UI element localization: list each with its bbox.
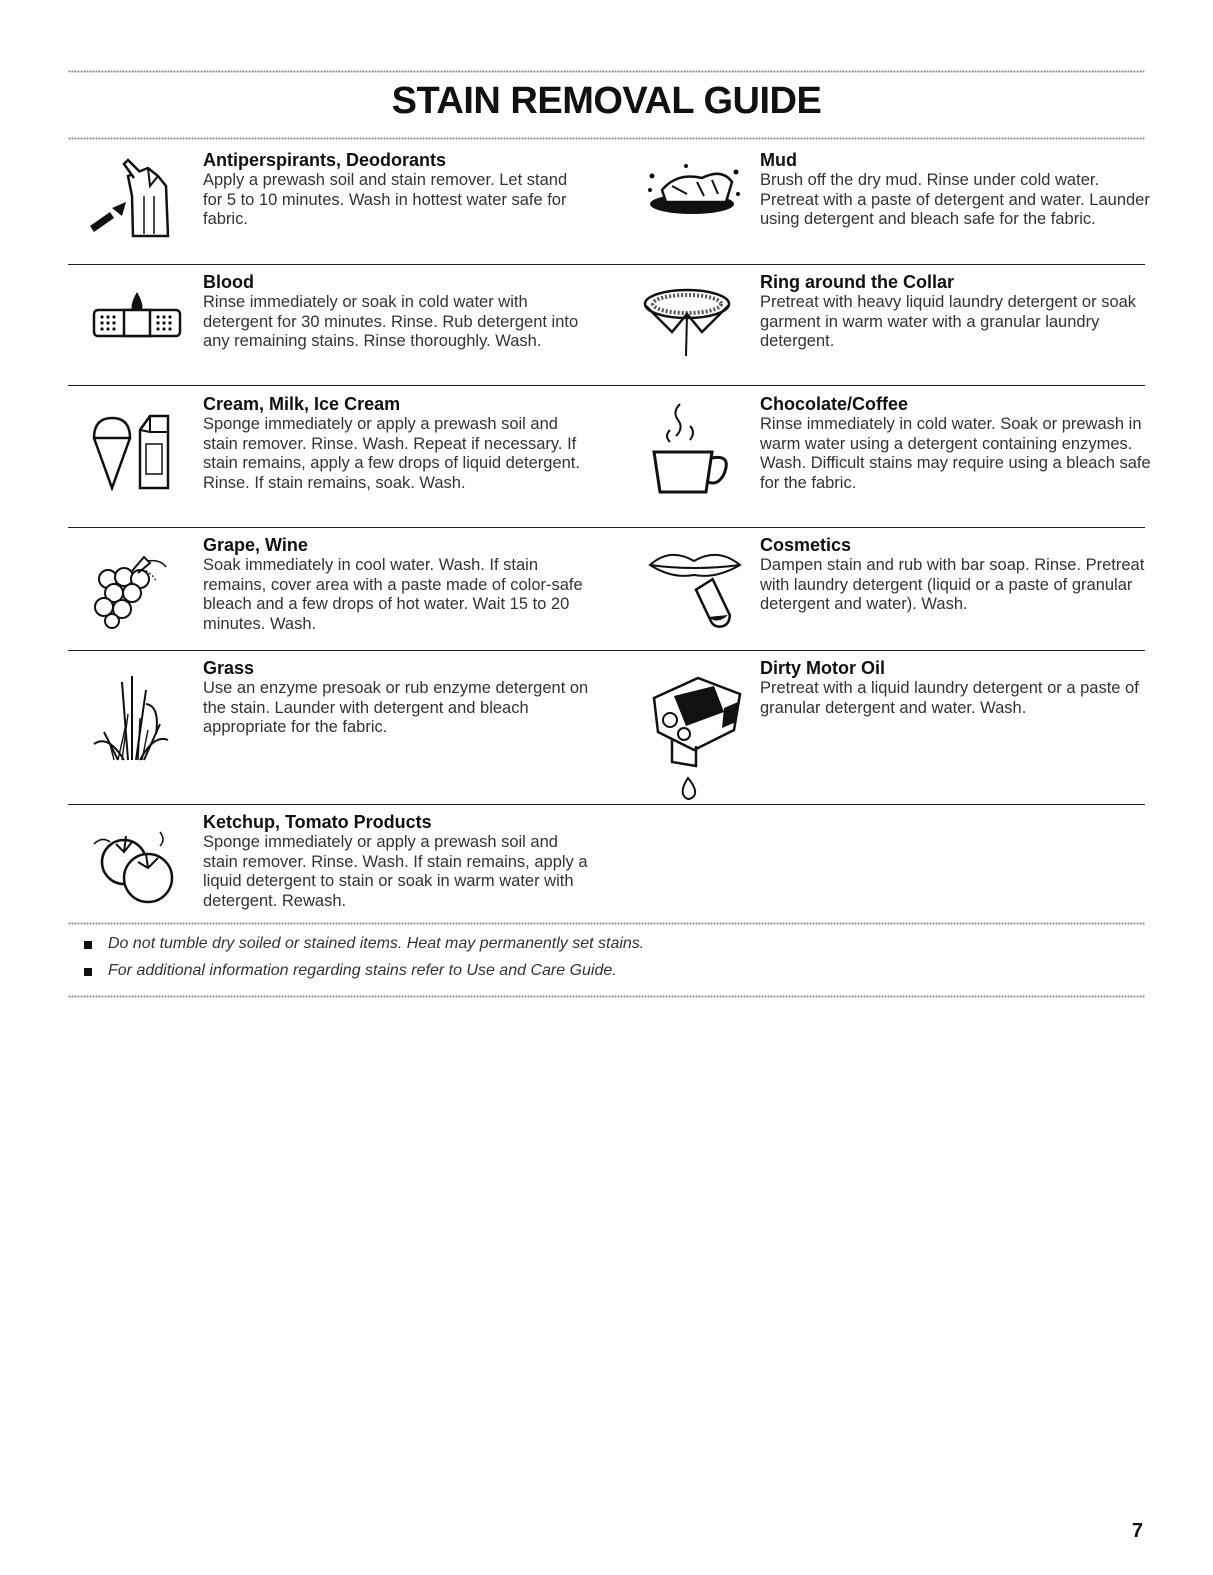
tomato-icon — [88, 828, 188, 908]
row-divider — [68, 650, 1145, 651]
entry-body: Pretreat with a liquid laundry detergent or a paste of granular detergent and water. Wash. — [760, 679, 1139, 717]
page-title: STAIN REMOVAL GUIDE — [391, 80, 822, 122]
page-number: 7 — [1131, 1520, 1143, 1542]
entry-body: Rinse immediately or soak in cold water with detergent for 30 minutes. Rinse. Rub detergent into any remaining stains. Rinse thoroughly. Wash. — [203, 293, 579, 350]
entry-body: Sponge immediately or apply a prewash soil and stain remover. Rinse. Wash. If stain remains, apply a liquid detergent to stain or soak in warm water with detergent. Rewash. — [203, 833, 588, 910]
row-divider — [68, 264, 1145, 265]
entry-heading: Ketchup, Tomato Products — [203, 812, 432, 832]
entry-body: Use an enzyme presoak or rub enzyme detergent on the stain. Launder with detergent and bleach appropriate for the fabric. — [203, 679, 589, 736]
notes-bottom-dotted-rule — [68, 995, 1145, 998]
entry-heading: Antiperspirants, Deodorants — [203, 150, 447, 170]
grapes-icon — [86, 549, 186, 629]
collar-icon — [642, 284, 732, 359]
ice-cream-milk-icon — [88, 408, 178, 493]
bandage-icon — [92, 290, 184, 340]
grass-icon — [88, 674, 178, 764]
note-text: Do not tumble dry soiled or stained items. Heat may permanently set stains. — [108, 935, 645, 952]
entry-heading: Cream, Milk, Ice Cream — [203, 394, 401, 414]
entry-heading: Mud — [760, 150, 797, 170]
mud-splash-icon — [642, 160, 742, 220]
entry-heading: Chocolate/Coffee — [760, 394, 909, 414]
entry-body: Sponge immediately or apply a prewash soil and stain remover. Rinse. Wash. Repeat if necessary. If stain remains, apply a few drops of liquid detergent. Rinse. If stain remains, soak. Wash. — [203, 415, 580, 492]
entry-body: Apply a prewash soil and stain remover. Let stand for 5 to 10 minutes. Wash in hottest water safe for fabric. — [203, 171, 568, 228]
entry-heading: Dirty Motor Oil — [760, 658, 885, 678]
entry-body: Rinse immediately in cold water. Soak or prewash in warm water using a detergent containing enzymes. Wash. Difficult stains may require using a bleach safe for the fabric. — [760, 415, 1151, 492]
top-dotted-rule — [68, 70, 1145, 73]
note-text: For additional information regarding stains refer to Use and Care Guide. — [108, 962, 617, 979]
notes-top-dotted-rule — [68, 922, 1145, 925]
entry-heading: Grass — [203, 658, 255, 678]
entry-body: Pretreat with heavy liquid laundry detergent or soak garment in warm water with a granular laundry detergent. — [760, 293, 1137, 350]
entry-heading: Ring around the Collar — [760, 272, 955, 292]
entry-body: Dampen stain and rub with bar soap. Rinse. Pretreat with laundry detergent (liquid or a paste of granular detergent and water). Wash. — [760, 556, 1145, 613]
row-divider — [68, 527, 1145, 528]
title-dotted-rule — [68, 137, 1145, 140]
bullet-icon — [84, 941, 92, 949]
engine-oil-drop-icon — [644, 668, 744, 803]
entry-heading: Grape, Wine — [203, 535, 308, 555]
lips-lotion-icon — [646, 545, 746, 630]
entry-body: Brush off the dry mud. Rinse under cold water. Pretreat with a paste of detergent and water. Launder using detergent and bleach safe for the fabric. — [760, 171, 1150, 228]
entry-body: Soak immediately in cool water. Wash. If stain remains, cover area with a paste made of color-safe bleach and a few drops of hot water. Wait 15 to 20 minutes. Wash. — [203, 556, 583, 633]
row-divider — [68, 804, 1145, 805]
coffee-cup-icon — [646, 400, 736, 495]
entry-heading: Blood — [203, 272, 254, 292]
entry-heading: Cosmetics — [760, 535, 852, 555]
shirt-spray-icon — [88, 156, 188, 241]
row-divider — [68, 385, 1145, 386]
bullet-icon — [84, 968, 92, 976]
